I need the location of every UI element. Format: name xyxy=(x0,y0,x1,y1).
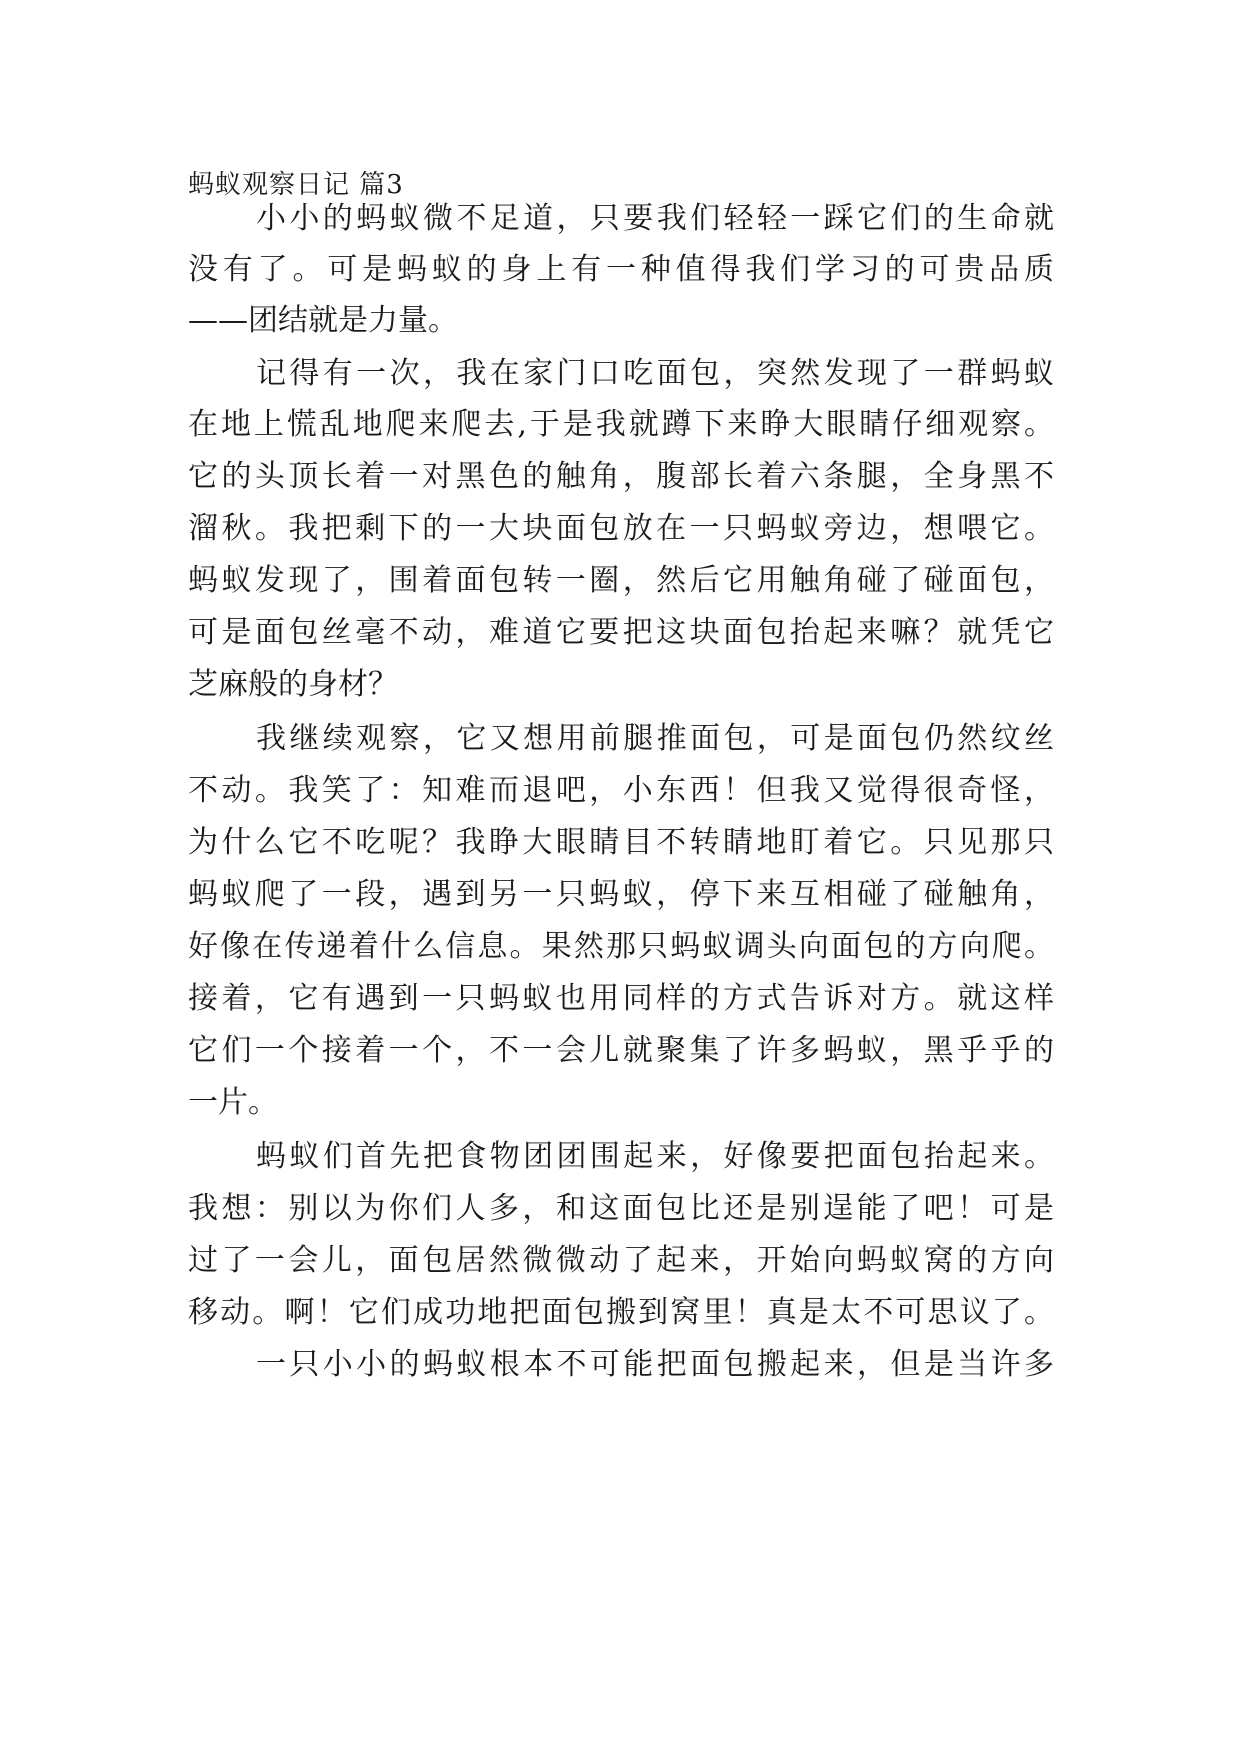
text-line: 它们一个接着一个，不一会儿就聚集了许多蚂蚁，黑乎乎的 xyxy=(188,1033,1054,1068)
text-line: 芝麻般的身材？ xyxy=(188,667,398,702)
text-line: 好像在传递着什么信息。果然那只蚂蚁调头向面包的方向爬。 xyxy=(188,929,1054,964)
text-line: 没有了。可是蚂蚁的身上有一种值得我们学习的可贵品质 xyxy=(188,252,1054,287)
text-line: 小小的蚂蚁微不足道，只要我们轻轻一踩它们的生命就 xyxy=(256,201,1054,236)
text-line: 我继续观察，它又想用前腿推面包，可是面包仍然纹丝 xyxy=(256,721,1054,756)
text-line: 我想：别以为你们人多，和这面包比还是别逞能了吧！可是 xyxy=(188,1191,1054,1226)
text-line: 一只小小的蚂蚁根本不可能把面包搬起来，但是当许多 xyxy=(256,1347,1054,1382)
text-line: 在地上慌乱地爬来爬去,于是我就蹲下来睁大眼睛仔细观察。 xyxy=(188,407,1054,442)
text-line: 接着，它有遇到一只蚂蚁也用同样的方式告诉对方。就这样 xyxy=(188,981,1054,1016)
text-line: ——团结就是力量。 xyxy=(188,303,458,338)
document-title: 蚂蚁观察日记 篇3 xyxy=(188,170,404,200)
text-line: 它的头顶长着一对黑色的触角，腹部长着六条腿，全身黑不 xyxy=(188,459,1054,494)
text-line: 蚂蚁们首先把食物团团围起来，好像要把面包抬起来。 xyxy=(256,1139,1054,1174)
text-line: 蚂蚁发现了，围着面包转一圈，然后它用触角碰了碰面包， xyxy=(188,563,1054,598)
text-line: 记得有一次，我在家门口吃面包，突然发现了一群蚂蚁 xyxy=(256,356,1054,391)
text-line: 一片。 xyxy=(188,1085,278,1120)
text-line: 过了一会儿，面包居然微微动了起来，开始向蚂蚁窝的方向 xyxy=(188,1243,1054,1278)
text-line: 移动。啊！它们成功地把面包搬到窝里！真是太不可思议了。 xyxy=(188,1295,1054,1330)
text-line: 蚂蚁爬了一段，遇到另一只蚂蚁，停下来互相碰了碰触角， xyxy=(188,877,1054,912)
text-line: 溜秋。我把剩下的一大块面包放在一只蚂蚁旁边，想喂它。 xyxy=(188,511,1054,546)
text-line: 不动。我笑了：知难而退吧，小东西！但我又觉得很奇怪， xyxy=(188,773,1054,808)
text-line: 可是面包丝毫不动，难道它要把这块面包抬起来嘛？就凭它 xyxy=(188,615,1054,650)
text-line: 为什么它不吃呢？我睁大眼睛目不转睛地盯着它。只见那只 xyxy=(188,825,1054,860)
